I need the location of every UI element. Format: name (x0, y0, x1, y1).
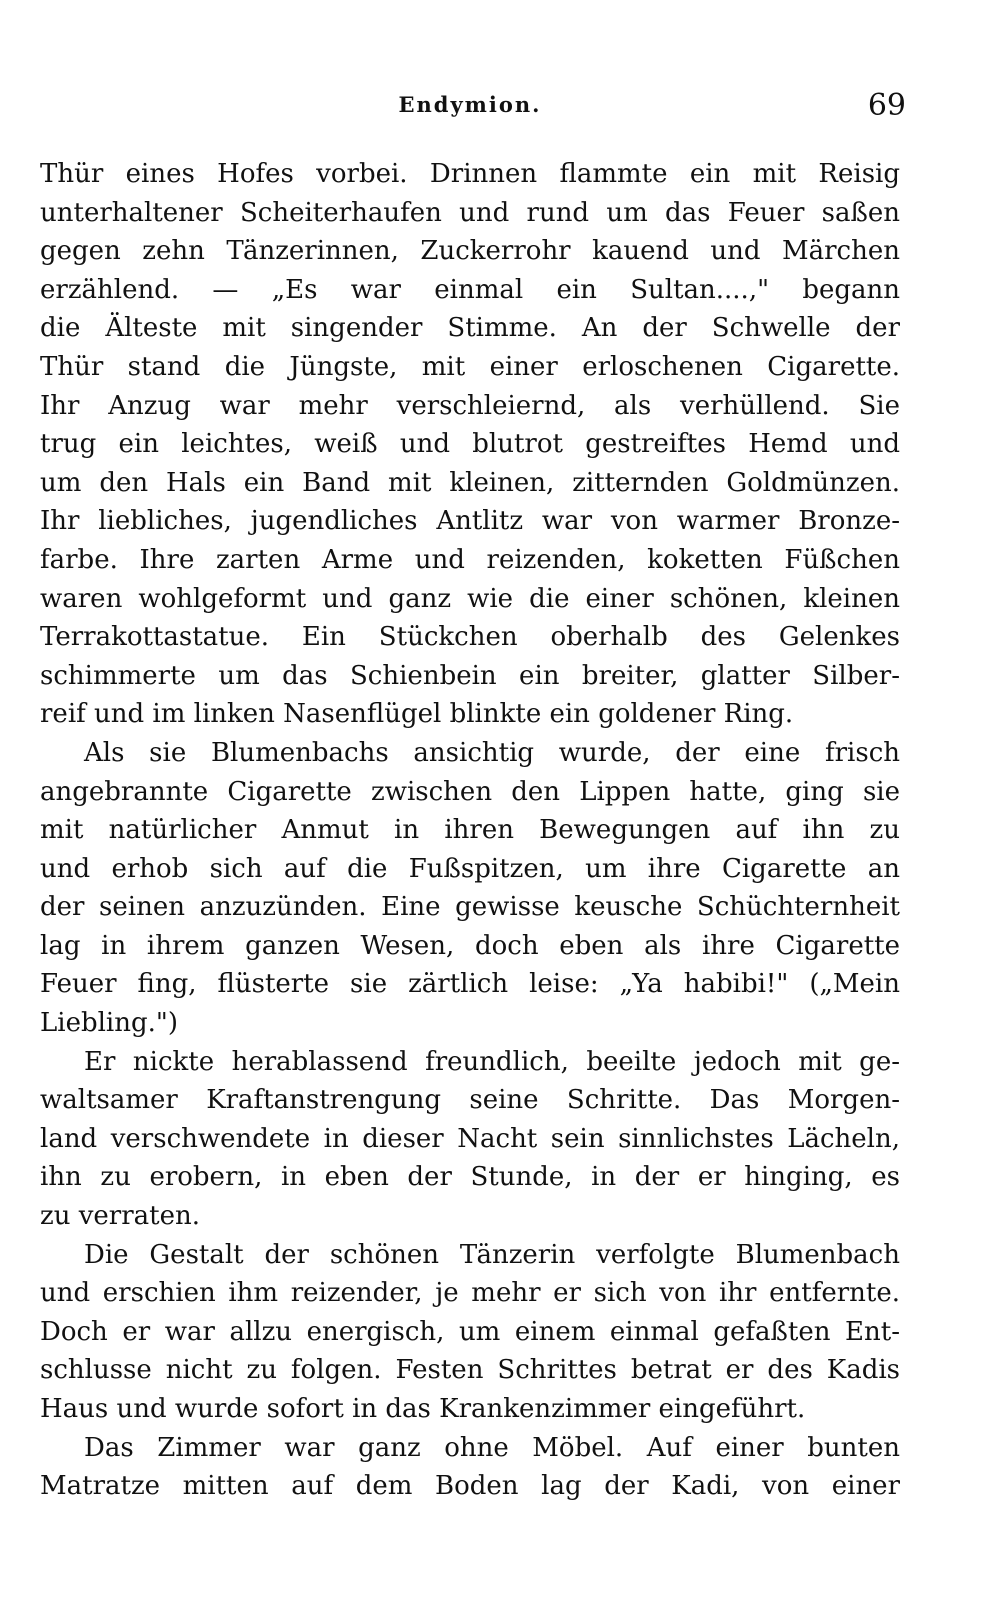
text-line: angebrannte Cigarette zwischen den Lippen hatte, ging sie (40, 776, 900, 807)
text-line: erzählend. — „Es war einmal ein Sultan....," begann (40, 274, 900, 305)
text-line: Feuer fing, flüsterte sie zärtlich leise: „Ya habibi!" („Mein (40, 969, 900, 1000)
text-line: Als sie Blumenbachs ansichtig wurde, der eine frisch (84, 737, 900, 768)
text-line: der seinen anzuzünden. Eine gewisse keusche Schüchternheit (40, 892, 900, 923)
body-text (40, 155, 900, 1506)
text-line: Das Zimmer war ganz ohne Möbel. Auf einer bunten (84, 1432, 900, 1463)
text-line: waren wohlgeformt und ganz wie die einer schönen, kleinen (40, 583, 900, 614)
text-line: und erschien ihm reizender, je mehr er sich von ihr entfernte. (40, 1278, 900, 1309)
text-line: waltsamer Kraftanstrengung seine Schritte. Das Morgen- (40, 1085, 900, 1116)
text-line: unterhaltener Scheiterhaufen und rund um das Feuer saßen (40, 197, 900, 228)
text-line: land verschwendete in dieser Nacht sein sinnlichstes Lächeln, (40, 1123, 900, 1154)
text-line: Liebling.") (40, 1008, 178, 1039)
text-line: farbe. Ihre zarten Arme und reizenden, koketten Füßchen (40, 544, 900, 575)
text-line: Thür eines Hofes vorbei. Drinnen flammte ein mit Reisig (40, 159, 900, 189)
running-title: Endymion. (398, 92, 542, 117)
text-line: mit natürlicher Anmut in ihren Bewegungen auf ihn zu (40, 815, 900, 846)
text-line: Matratze mitten auf dem Boden lag der Kadi, von einer (40, 1471, 900, 1502)
text-line: Er nickte herablassend freundlich, beeilte jedoch mit ge- (84, 1046, 900, 1077)
text-line: Thür stand die Jüngste, mit einer erloschenen Cigarette. (40, 351, 900, 382)
text-line: Die Gestalt der schönen Tänzerin verfolgte Blumenbach (84, 1239, 900, 1270)
text-line: Ihr Anzug war mehr verschleiernd, als verhüllend. Sie (40, 390, 900, 421)
text-line: Terrakottastatue. Ein Stückchen oberhalb des Gelenkes (40, 622, 900, 653)
text-line: schimmerte um das Schienbein ein breiter, glatter Silber- (40, 660, 900, 691)
text-line: Ihr liebliches, jugendliches Antlitz war von warmer Bronze- (40, 506, 900, 537)
text-line: gegen zehn Tänzerinnen, Zuckerrohr kauend und Märchen (40, 236, 900, 267)
running-head (40, 88, 906, 128)
page-number: 69 (867, 88, 906, 123)
text-line: trug ein leichtes, weiß und blutrot gestreiftes Hemd und (40, 429, 900, 460)
text-line: Haus und wurde sofort in das Krankenzimmer eingeführt. (40, 1394, 806, 1424)
text-line: Doch er war allzu energisch, um einem einmal gefaßten Ent- (40, 1316, 900, 1347)
text-line: die Älteste mit singender Stimme. An der Schwelle der (40, 313, 900, 344)
text-line: zu verraten. (40, 1201, 200, 1232)
text-line: ihn zu erobern, in eben der Stunde, in der er hinging, es (40, 1162, 900, 1193)
text-line: schlusse nicht zu folgen. Festen Schrittes betrat er des Kadis (40, 1355, 900, 1386)
text-line: und erhob sich auf die Fußspitzen, um ihre Cigarette an (40, 853, 900, 884)
text-line: um den Hals ein Band mit kleinen, zitternden Goldmünzen. (40, 467, 900, 498)
text-line: reif und im linken Nasenflügel blinkte ein goldener Ring. (40, 699, 794, 730)
text-line: lag in ihrem ganzen Wesen, doch eben als ihre Cigarette (40, 930, 900, 961)
